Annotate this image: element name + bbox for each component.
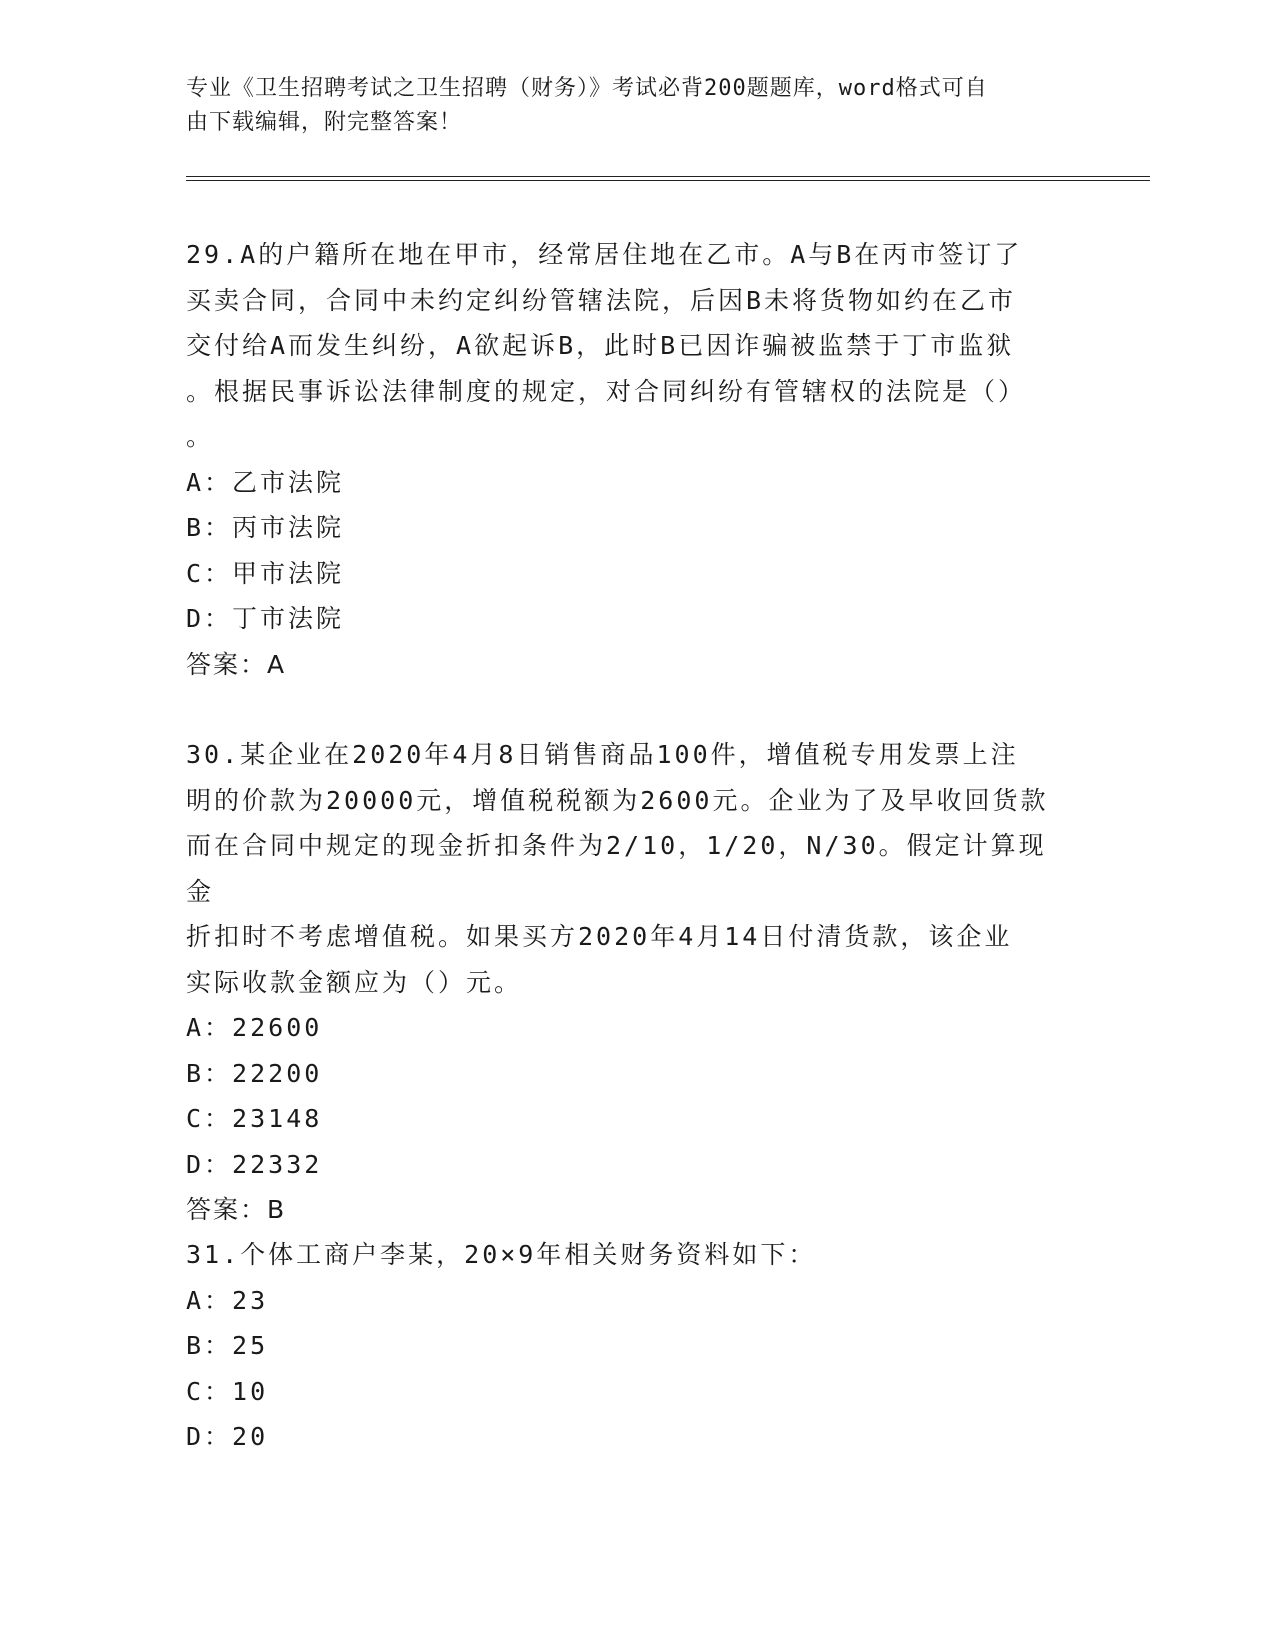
header-line-1: 专业《卫生招聘考试之卫生招聘（财务）》考试必背200题题库，word格式可自 bbox=[186, 76, 988, 101]
option-d: D：20 bbox=[186, 1422, 269, 1451]
question-stem-line: 实际收款金额应为（）元。 bbox=[186, 967, 523, 997]
answer-line: 答案：B bbox=[186, 1195, 287, 1224]
question-30 bbox=[186, 732, 1066, 1233]
option-a: A：23 bbox=[186, 1285, 269, 1315]
header-line-2: 由下载编辑，附完整答案！ bbox=[186, 110, 463, 135]
option-b: B：22200 bbox=[186, 1058, 323, 1088]
question-stem-line: 交付给A而发生纠纷，A欲起诉B，此时B已因诈骗被监禁于丁市监狱 bbox=[186, 331, 1015, 360]
option-d: D：丁市法院 bbox=[186, 604, 345, 633]
option-c: C：10 bbox=[186, 1376, 269, 1406]
question-stem-line: 明的价款为20000元，增值税税额为2600元。企业为了及早收回货款 bbox=[186, 785, 1049, 815]
question-stem-line: 。 bbox=[186, 422, 215, 451]
question-stem-line: 。根据民事诉讼法律制度的规定，对合同纠纷有管辖权的法院是（） bbox=[186, 376, 1027, 406]
header-divider-top bbox=[186, 176, 1150, 177]
answer-line: 答案：A bbox=[186, 649, 287, 679]
question-stem-line: 买卖合同，合同中未约定纠纷管辖法院，后因B未将货物如约在乙市 bbox=[186, 285, 1017, 315]
header-divider-bottom bbox=[186, 180, 1150, 181]
question-31 bbox=[186, 1232, 1066, 1460]
option-b: B：丙市法院 bbox=[186, 513, 345, 542]
option-d: D：22332 bbox=[186, 1149, 323, 1179]
question-stem-line: 29.A的户籍所在地在甲市，经常居住地在乙市。A与B在丙市签订了 bbox=[186, 240, 1023, 269]
question-stem-line: 30.某企业在2020年4月8日销售商品100件，增值税专用发票上注 bbox=[186, 740, 1019, 769]
question-stem-line: 而在合同中规定的现金折扣条件为2/10，1/20，N/30。假定计算现金 bbox=[186, 831, 1047, 906]
question-29 bbox=[186, 232, 1066, 687]
option-b: B：25 bbox=[186, 1331, 269, 1360]
option-c: C：甲市法院 bbox=[186, 558, 345, 588]
option-a: A：22600 bbox=[186, 1013, 323, 1042]
option-c: C：23148 bbox=[186, 1104, 323, 1133]
question-stem-line: 31.个体工商户李某，20×9年相关财务资料如下： bbox=[186, 1240, 817, 1269]
option-a: A：乙市法院 bbox=[186, 467, 345, 497]
question-stem-line: 折扣时不考虑增值税。如果买方2020年4月14日付清货款，该企业 bbox=[186, 922, 1013, 951]
document-header bbox=[186, 72, 1066, 140]
